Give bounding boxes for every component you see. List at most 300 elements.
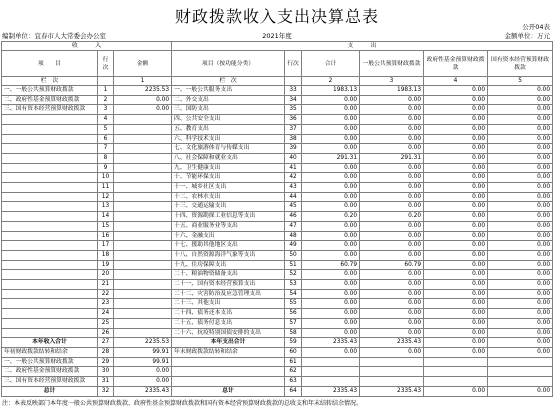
expense-row-no: 51 [285, 260, 302, 270]
expense-general-budget: 0.00 [360, 221, 424, 231]
income-amount [114, 299, 172, 309]
expense-general-budget: 0.00 [360, 328, 424, 338]
expense-row-no: 49 [285, 241, 302, 251]
income-item [2, 153, 98, 163]
income-row-no: 4 [98, 115, 114, 125]
expense-total: 2335.43 [302, 338, 360, 348]
expense-fund-budget: 0.00 [424, 221, 488, 231]
expense-item: 十九、住房保障支出 [172, 260, 285, 270]
expense-row-no: 60 [285, 347, 302, 357]
table-row [2, 357, 553, 367]
expense-state-capital: 0.00 [488, 134, 553, 144]
expense-general-budget: 60.79 [360, 260, 424, 270]
expense-general-budget: 0.00 [360, 318, 424, 328]
table-row [2, 134, 553, 144]
header-item: 项 目 [2, 51, 98, 77]
table-row [2, 221, 553, 231]
income-item [2, 115, 98, 125]
index-cell: 4 [424, 77, 488, 86]
table-row [2, 367, 553, 377]
expense-item: 十五、商业服务业等支出 [172, 221, 285, 231]
table-row [2, 124, 553, 134]
index-label-right: 栏 次 [172, 77, 285, 86]
income-amount [114, 221, 172, 231]
income-row-no: 22 [98, 289, 114, 299]
header-exp-item: 项目（按功能分类） [172, 51, 285, 77]
income-amount [114, 144, 172, 154]
income-amount: 0.00 [114, 377, 172, 387]
income-row-no: 1 [98, 86, 114, 96]
income-item [2, 124, 98, 134]
table-row [2, 377, 553, 387]
expense-general-budget: 0.00 [360, 134, 424, 144]
expense-fund-budget: 0.00 [424, 318, 488, 328]
expense-total: 0.00 [302, 202, 360, 212]
expense-row-no: 47 [285, 221, 302, 231]
expense-general-budget: 291.31 [360, 153, 424, 163]
expense-general-budget: 1983.13 [360, 86, 424, 96]
expense-item: 四、公共安全支出 [172, 115, 285, 125]
expense-total: 0.00 [302, 250, 360, 260]
expense-general-budget: 0.00 [360, 280, 424, 290]
expense-state-capital [488, 377, 553, 387]
income-row-no: 32 [98, 386, 114, 396]
expense-state-capital [488, 367, 553, 377]
expense-general-budget: 0.00 [360, 115, 424, 125]
expense-state-capital: 0.00 [488, 105, 553, 115]
income-row-no: 2 [98, 95, 114, 105]
table-row [2, 280, 553, 290]
income-item [2, 250, 98, 260]
section-header-row [2, 42, 553, 51]
table-row [2, 153, 553, 163]
income-item [2, 299, 98, 309]
expense-state-capital [488, 357, 553, 367]
expense-state-capital: 0.00 [488, 202, 553, 212]
expense-item: 十八、自然资源海洋气象等支出 [172, 250, 285, 260]
expense-state-capital: 0.00 [488, 250, 553, 260]
expense-total: 0.00 [302, 144, 360, 154]
expense-row-no: 55 [285, 299, 302, 309]
table-row [2, 347, 553, 357]
header-general-budget: 一般公共预算财政拨款 [360, 51, 424, 77]
table-row [2, 289, 553, 299]
expense-fund-budget: 0.00 [424, 86, 488, 96]
expense-total: 2335.43 [302, 386, 360, 396]
expense-item: 七、文化旅游体育与传媒支出 [172, 144, 285, 154]
amount-unit: 金额单位：万元 [504, 32, 550, 40]
income-row-no: 17 [98, 241, 114, 251]
expense-total: 0.00 [302, 299, 360, 309]
income-item: 二、政府性基金预算财政拨款 [2, 367, 98, 377]
expense-row-no: 58 [285, 328, 302, 338]
expense-general-budget: 0.00 [360, 241, 424, 251]
expense-row-no: 57 [285, 318, 302, 328]
income-amount [114, 163, 172, 173]
expense-row-no: 34 [285, 95, 302, 105]
expense-total: 0.00 [302, 280, 360, 290]
income-row-no: 23 [98, 299, 114, 309]
income-amount [114, 212, 172, 222]
expense-fund-budget: 0.00 [424, 144, 488, 154]
table-row [2, 250, 553, 260]
expense-general-budget: 2335.43 [360, 386, 424, 396]
expense-state-capital: 0.00 [488, 289, 553, 299]
expense-item: 二十六、抗疫特别国债安排的支出 [172, 328, 285, 338]
expense-state-capital: 0.00 [488, 86, 553, 96]
expense-row-no: 45 [285, 202, 302, 212]
final-accounts-table [1, 41, 553, 397]
expense-general-budget: 0.00 [360, 105, 424, 115]
income-item [2, 221, 98, 231]
income-item: 一、一般公共预算财政拨款 [2, 86, 98, 96]
header-amount: 金额 [114, 51, 172, 77]
expense-fund-budget: 0.00 [424, 183, 488, 193]
table-row [2, 299, 553, 309]
expense-row-no: 59 [285, 338, 302, 348]
expense-row-no: 52 [285, 270, 302, 280]
table-row [2, 105, 553, 115]
expense-total: 0.00 [302, 347, 360, 357]
income-item: 总计 [2, 386, 98, 396]
income-item [2, 202, 98, 212]
income-amount [114, 231, 172, 241]
expense-fund-budget: 0.00 [424, 299, 488, 309]
expense-state-capital: 0.00 [488, 192, 553, 202]
expense-general-budget: 0.20 [360, 212, 424, 222]
income-amount [114, 134, 172, 144]
expense-state-capital: 0.00 [488, 328, 553, 338]
income-row-no: 31 [98, 377, 114, 387]
table-row [2, 318, 553, 328]
table-row [2, 212, 553, 222]
expense-general-budget [360, 367, 424, 377]
expense-state-capital: 0.00 [488, 338, 553, 348]
income-row-no: 5 [98, 124, 114, 134]
income-item: 三、国有资本经营预算财政拨款 [2, 105, 98, 115]
expense-fund-budget: 0.00 [424, 338, 488, 348]
income-item: 二、政府性基金预算财政拨款 [2, 95, 98, 105]
index-cell [98, 77, 114, 86]
income-amount: 2335.43 [114, 386, 172, 396]
expense-row-no: 50 [285, 250, 302, 260]
expense-total: 0.00 [302, 115, 360, 125]
income-row-no: 30 [98, 367, 114, 377]
expense-fund-budget: 0.00 [424, 105, 488, 115]
table-row [2, 386, 553, 396]
expense-state-capital: 0.00 [488, 173, 553, 183]
expense-general-budget: 0.00 [360, 231, 424, 241]
income-amount [114, 309, 172, 319]
expense-state-capital: 0.00 [488, 115, 553, 125]
expense-item: 八、社会保障和就业支出 [172, 153, 285, 163]
header-total: 合计 [302, 51, 360, 77]
income-amount [114, 115, 172, 125]
income-amount [114, 289, 172, 299]
expense-state-capital: 0.00 [488, 163, 553, 173]
index-cell: 2 [302, 77, 360, 86]
income-amount: 99.91 [114, 347, 172, 357]
expense-general-budget: 0.00 [360, 163, 424, 173]
expense-item [172, 377, 285, 387]
unit-label: 编制单位：宜春市人大常委会办公室 [2, 32, 106, 40]
expense-state-capital: 0.00 [488, 212, 553, 222]
expense-item: 一、一般公共服务支出 [172, 86, 285, 96]
expense-row-no: 53 [285, 280, 302, 290]
income-row-no: 15 [98, 221, 114, 231]
income-amount: 0.00 [114, 367, 172, 377]
income-item [2, 241, 98, 251]
expense-row-no: 38 [285, 134, 302, 144]
expense-fund-budget: 0.00 [424, 280, 488, 290]
expense-item: 年末财政拨款结转和结余 [172, 347, 285, 357]
table-row [2, 95, 553, 105]
expense-row-no: 54 [285, 289, 302, 299]
expense-fund-budget: 0.00 [424, 328, 488, 338]
income-row-no: 7 [98, 144, 114, 154]
income-amount: 99.91 [114, 357, 172, 367]
expense-item: 十一、城乡社区支出 [172, 183, 285, 193]
expense-state-capital: 0.00 [488, 309, 553, 319]
expense-general-budget: 0.00 [360, 124, 424, 134]
income-item [2, 328, 98, 338]
income-row-no: 21 [98, 280, 114, 290]
income-amount: 2235.53 [114, 86, 172, 96]
expense-fund-budget [424, 367, 488, 377]
expense-state-capital: 0.00 [488, 299, 553, 309]
expense-state-capital: 0.00 [488, 260, 553, 270]
expense-state-capital: 0.00 [488, 144, 553, 154]
expense-row-no: 63 [285, 377, 302, 387]
expense-fund-budget: 0.00 [424, 134, 488, 144]
expense-fund-budget: 0.00 [424, 241, 488, 251]
expense-state-capital: 0.00 [488, 280, 553, 290]
expense-total: 0.00 [302, 105, 360, 115]
form-code: 公开04表 [522, 23, 550, 31]
expense-state-capital: 0.00 [488, 183, 553, 193]
expense-total: 0.00 [302, 183, 360, 193]
expense-row-no: 36 [285, 115, 302, 125]
footnote: 注：本表反映部门本年度一般公共预算财政拨款、政府性基金预算财政拨款和国有资本经营预算财政拨款的总收支和年末结转结余情况。 [2, 400, 363, 407]
expense-fund-budget: 0.00 [424, 309, 488, 319]
expense-item: 十四、资源勘探工业信息等支出 [172, 212, 285, 222]
expense-state-capital: 0.00 [488, 95, 553, 105]
income-amount [114, 250, 172, 260]
header-fund-budget: 政府性基金预算财政拨款 [424, 51, 488, 77]
income-row-no: 16 [98, 231, 114, 241]
expense-total: 1983.13 [302, 86, 360, 96]
income-item: 年初财政拨款结转和结余 [2, 347, 98, 357]
column-index-row [2, 77, 553, 86]
expense-state-capital: 0.00 [488, 124, 553, 134]
expense-fund-budget: 0.00 [424, 386, 488, 396]
expense-fund-budget: 0.00 [424, 153, 488, 163]
income-row-no: 3 [98, 105, 114, 115]
expense-fund-budget: 0.00 [424, 270, 488, 280]
expense-total: 0.00 [302, 192, 360, 202]
income-row-no: 18 [98, 250, 114, 260]
expense-item: 五、教育支出 [172, 124, 285, 134]
income-row-no: 24 [98, 309, 114, 319]
income-row-no: 8 [98, 153, 114, 163]
expense-fund-budget: 0.00 [424, 173, 488, 183]
expense-row-no: 42 [285, 173, 302, 183]
income-row-no: 19 [98, 260, 114, 270]
page-title: 财政拨款收入支出决算总表 [174, 7, 379, 26]
table-row [2, 115, 553, 125]
expense-general-budget: 0.00 [360, 309, 424, 319]
table-row [2, 192, 553, 202]
expense-fund-budget: 0.00 [424, 163, 488, 173]
expense-general-budget: 0.00 [360, 192, 424, 202]
expense-fund-budget: 0.00 [424, 260, 488, 270]
income-amount [114, 153, 172, 163]
column-header-row [2, 51, 553, 77]
expense-item: 十七、援助其他地区支出 [172, 241, 285, 251]
index-cell: 1 [114, 77, 172, 86]
header-state-capital: 国有资本经营预算财政拨款 [488, 51, 553, 77]
index-cell [285, 77, 302, 86]
income-item [2, 173, 98, 183]
expense-general-budget: 0.00 [360, 347, 424, 357]
expense-row-no: 44 [285, 192, 302, 202]
expense-fund-budget [424, 377, 488, 387]
expense-state-capital: 0.00 [488, 318, 553, 328]
table-row [2, 86, 553, 96]
income-item: 本年收入合计 [2, 338, 98, 348]
expense-fund-budget [424, 357, 488, 367]
expense-general-budget [360, 357, 424, 367]
income-amount [114, 280, 172, 290]
income-item [2, 163, 98, 173]
expense-state-capital: 0.00 [488, 270, 553, 280]
expense-state-capital: 0.00 [488, 153, 553, 163]
income-item: 三、国有资本经营预算财政拨款 [2, 377, 98, 387]
table-row [2, 163, 553, 173]
expense-item: 二十二、灾害防治及应急管理支出 [172, 289, 285, 299]
expense-row-no: 62 [285, 367, 302, 377]
expense-total: 0.00 [302, 134, 360, 144]
expense-item: 十六、金融支出 [172, 231, 285, 241]
header-row-no: 行次 [98, 51, 114, 77]
expense-total: 0.00 [302, 163, 360, 173]
expense-total [302, 357, 360, 367]
income-amount [114, 183, 172, 193]
income-amount [114, 318, 172, 328]
income-row-no: 14 [98, 212, 114, 222]
expense-item: 二十三、其他支出 [172, 299, 285, 309]
income-amount [114, 173, 172, 183]
income-section-label: 收 入 [2, 42, 172, 51]
expense-item: 二十一、国有资本经营预算支出 [172, 280, 285, 290]
expense-item [172, 357, 285, 367]
expense-item: 十三、交通运输支出 [172, 202, 285, 212]
table-row [2, 202, 553, 212]
income-item [2, 280, 98, 290]
income-row-no: 12 [98, 192, 114, 202]
income-item [2, 289, 98, 299]
expense-state-capital: 0.00 [488, 347, 553, 357]
expense-row-no: 37 [285, 124, 302, 134]
expense-general-budget: 0.00 [360, 270, 424, 280]
income-row-no: 27 [98, 338, 114, 348]
expense-total: 0.00 [302, 270, 360, 280]
expense-total: 0.00 [302, 241, 360, 251]
expense-general-budget: 0.00 [360, 289, 424, 299]
expense-total: 0.00 [302, 221, 360, 231]
expense-row-no: 64 [285, 386, 302, 396]
income-row-no: 10 [98, 173, 114, 183]
expense-general-budget: 0.00 [360, 173, 424, 183]
income-row-no: 11 [98, 183, 114, 193]
table-row [2, 270, 553, 280]
income-item [2, 260, 98, 270]
income-row-no: 6 [98, 134, 114, 144]
expense-total: 0.00 [302, 289, 360, 299]
income-item: 一、一般公共预算财政拨款 [2, 357, 98, 367]
expense-item: 二、外交支出 [172, 95, 285, 105]
expense-total: 0.00 [302, 309, 360, 319]
income-amount: 0.00 [114, 95, 172, 105]
income-item [2, 192, 98, 202]
expense-item: 三、国防支出 [172, 105, 285, 115]
expense-total: 0.00 [302, 124, 360, 134]
expense-item: 二十五、债务付息支出 [172, 318, 285, 328]
expense-item: 二十四、债务还本支出 [172, 309, 285, 319]
expense-item: 总计 [172, 386, 285, 396]
income-item [2, 144, 98, 154]
header-exp-row-no: 行次 [285, 51, 302, 77]
expense-state-capital: 0.00 [488, 241, 553, 251]
expense-item: 二十、粮油物资储备支出 [172, 270, 285, 280]
expense-total [302, 377, 360, 387]
expense-general-budget: 0.00 [360, 144, 424, 154]
expense-row-no: 61 [285, 357, 302, 367]
income-amount [114, 124, 172, 134]
expense-item: 十、节能环保支出 [172, 173, 285, 183]
table-row [2, 241, 553, 251]
income-row-no: 29 [98, 357, 114, 367]
table-row [2, 231, 553, 241]
expense-total [302, 367, 360, 377]
expense-fund-budget: 0.00 [424, 289, 488, 299]
expense-row-no: 35 [285, 105, 302, 115]
expense-fund-budget: 0.00 [424, 250, 488, 260]
expense-fund-budget: 0.00 [424, 212, 488, 222]
income-amount [114, 260, 172, 270]
expense-item [172, 367, 285, 377]
expense-row-no: 33 [285, 86, 302, 96]
income-amount [114, 202, 172, 212]
table-row [2, 328, 553, 338]
income-row-no: 20 [98, 270, 114, 280]
expense-general-budget: 0.00 [360, 95, 424, 105]
expense-general-budget: 0.00 [360, 202, 424, 212]
expense-general-budget: 2335.43 [360, 338, 424, 348]
expense-total: 0.00 [302, 231, 360, 241]
expense-fund-budget: 0.00 [424, 192, 488, 202]
expense-item: 九、卫生健康支出 [172, 163, 285, 173]
expense-state-capital: 0.00 [488, 231, 553, 241]
expense-row-no: 56 [285, 309, 302, 319]
income-row-no: 9 [98, 163, 114, 173]
expense-state-capital: 0.00 [488, 221, 553, 231]
income-item [2, 231, 98, 241]
income-item [2, 270, 98, 280]
expense-total: 0.00 [302, 318, 360, 328]
index-label-left: 栏 次 [2, 77, 98, 86]
expense-state-capital: 0.00 [488, 386, 553, 396]
